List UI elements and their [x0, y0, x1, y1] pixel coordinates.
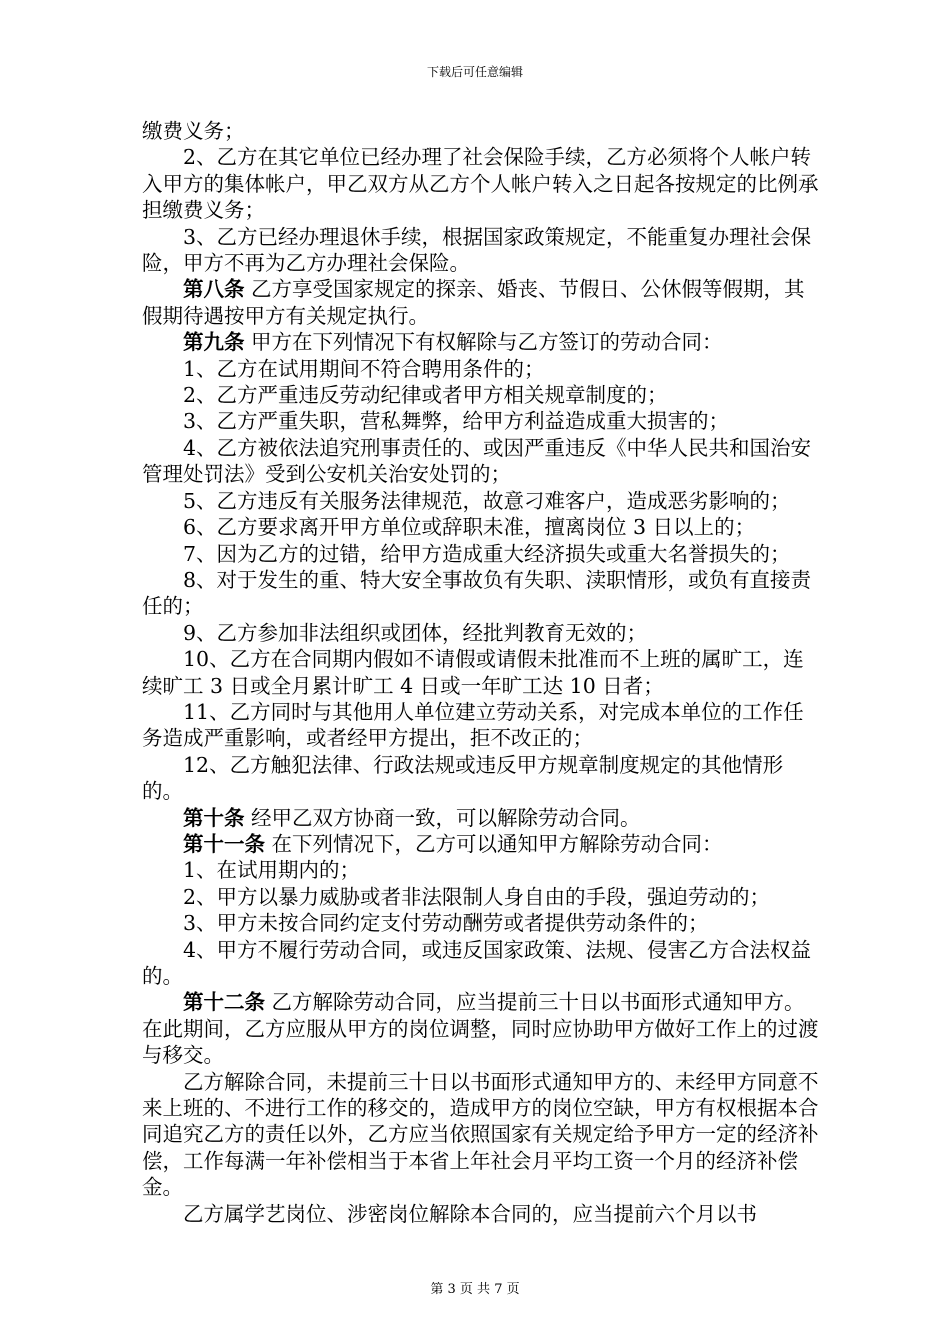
paragraph — [142, 752, 822, 805]
paragraph-text: 9、乙方参加非法组织或团体，经批判教育无效的； — [183, 620, 648, 645]
paragraph-text: 1、在试用期内的； — [183, 858, 361, 883]
paragraph-text: 2、甲方以暴力威胁或者非法限制人身自由的手段，强迫劳动的； — [183, 884, 771, 909]
paragraph — [142, 805, 822, 831]
article-heading: 第十条 — [183, 805, 245, 830]
paragraph — [142, 329, 822, 355]
paragraph — [142, 699, 822, 752]
paragraph — [142, 382, 822, 408]
paragraph-text: 乙方解除合同，未提前三十日以书面形式通知甲方的、未经甲方同意不来上班的、不进行工作的移交的，造成甲方的岗位空缺，甲方有权根据本合同追究乙方的责任以外，乙方应当依照国家有关规定给予甲方一定的经济补偿，工作每满一年补偿相当于本省上年社会月平均工资一个月的经济补偿金。 — [142, 1069, 819, 1200]
paragraph-text: 11、乙方同时与其他用人单位建立劳动关系，对完成本单位的工作任务造成严重影响，或者经甲方提出，拒不改正的； — [142, 699, 804, 751]
paragraph — [142, 884, 822, 910]
paragraph-text: 甲方在下列情况下有权解除与乙方签订的劳动合同： — [251, 330, 723, 355]
paragraph-text: 1、乙方在试用期间不符合聘用条件的； — [183, 356, 545, 381]
article-heading: 第八条 — [183, 277, 245, 302]
paragraph-text: 4、甲方不履行劳动合同，或违反国家政策、法规、侵害乙方合法权益的。 — [142, 937, 812, 988]
paragraph — [142, 435, 822, 488]
paragraph-text: 3、乙方严重失职，营私舞弊，给甲方利益造成重大损害的； — [183, 409, 730, 434]
paragraph-text: 乙方享受国家规定的探亲、婚丧、节假日、公休假等假期，其假期待遇按甲方有关规定执行。 — [142, 277, 805, 328]
paragraph — [142, 144, 822, 223]
paragraph-text: 乙方解除劳动合同，应当提前三十日以书面形式通知甲方。在此期间，乙方应服从甲方的岗位调整，同时应协助甲方做好工作上的过渡与移交。 — [142, 990, 819, 1068]
paragraph — [142, 118, 822, 144]
paragraph — [142, 488, 822, 514]
paragraph — [142, 646, 822, 699]
paragraph — [142, 989, 822, 1068]
paragraph — [142, 910, 822, 936]
article-heading: 第十一条 — [183, 831, 265, 856]
paragraph-text: 3、甲方未按合同约定支付劳动酬劳或者提供劳动条件的； — [183, 911, 709, 936]
paragraph — [142, 1201, 822, 1227]
paragraph-text: 6、乙方要求离开甲方单位或辞职未准，擅离岗位 3 日以上的； — [183, 515, 756, 540]
paragraph-text: 10、乙方在合同期内假如不请假或请假未批准而不上班的属旷工，连续旷工 3 日或全月累计旷工 4 日或一年旷工达 10 日者； — [142, 647, 804, 698]
page-header: 下载后可任意编辑 — [426, 65, 523, 79]
paragraph — [142, 857, 822, 883]
paragraph-text: 在下列情况下，乙方可以通知甲方解除劳动合同： — [271, 831, 723, 856]
paragraph — [142, 224, 822, 277]
paragraph-text: 2、乙方在其它单位已经办理了社会保险手续，乙方必须将个人帐户转入甲方的集体帐户，甲乙双方从乙方个人帐户转入之日起各按规定的比例承担缴费义务； — [142, 145, 819, 223]
article-heading: 第十二条 — [183, 990, 265, 1015]
paragraph — [142, 541, 822, 567]
paragraph — [142, 831, 822, 857]
paragraph-text: 3、乙方已经办理退休手续，根据国家政策规定，不能重复办理社会保险，甲方不再为乙方办理社会保险。 — [142, 224, 812, 276]
paragraph-text: 乙方属学艺岗位、涉密岗位解除本合同的，应当提前六个月以书 — [183, 1201, 757, 1226]
paragraph — [142, 408, 822, 434]
article-heading: 第九条 — [183, 330, 245, 355]
paragraph-text: 5、乙方违反有关服务法律规范，故意刁难客户，造成恶劣影响的； — [183, 488, 791, 513]
paragraph — [142, 276, 822, 329]
paragraph — [142, 567, 822, 620]
paragraph-text: 12、乙方触犯法律、行政法规或违反甲方规章制度规定的其他情形的。 — [142, 752, 784, 804]
paragraph-text: 经甲乙双方协商一致，可以解除劳动合同。 — [251, 805, 641, 830]
paragraph-text: 2、乙方严重违反劳动纪律或者甲方相关规章制度的； — [183, 383, 668, 408]
document-body — [142, 118, 822, 1227]
paragraph-text: 4、乙方被依法追究刑事责任的、或因严重违反《中华人民共和国治安管理处罚法》受到公安机关治安处罚的； — [142, 435, 812, 487]
paragraph-text: 缴费义务； — [142, 119, 245, 143]
paragraph-text: 8、对于发生的重、特大安全事故负有失职、渎职情形，或负有直接责任的； — [142, 567, 812, 619]
paragraph-text: 7、因为乙方的过错，给甲方造成重大经济损失或重大名誉损失的； — [183, 541, 791, 566]
paragraph — [142, 356, 822, 382]
paragraph — [142, 514, 822, 540]
paragraph — [142, 620, 822, 646]
page-footer: 第 3 页 共 7 页 — [430, 1282, 520, 1297]
paragraph — [142, 937, 822, 990]
paragraph — [142, 1069, 822, 1201]
